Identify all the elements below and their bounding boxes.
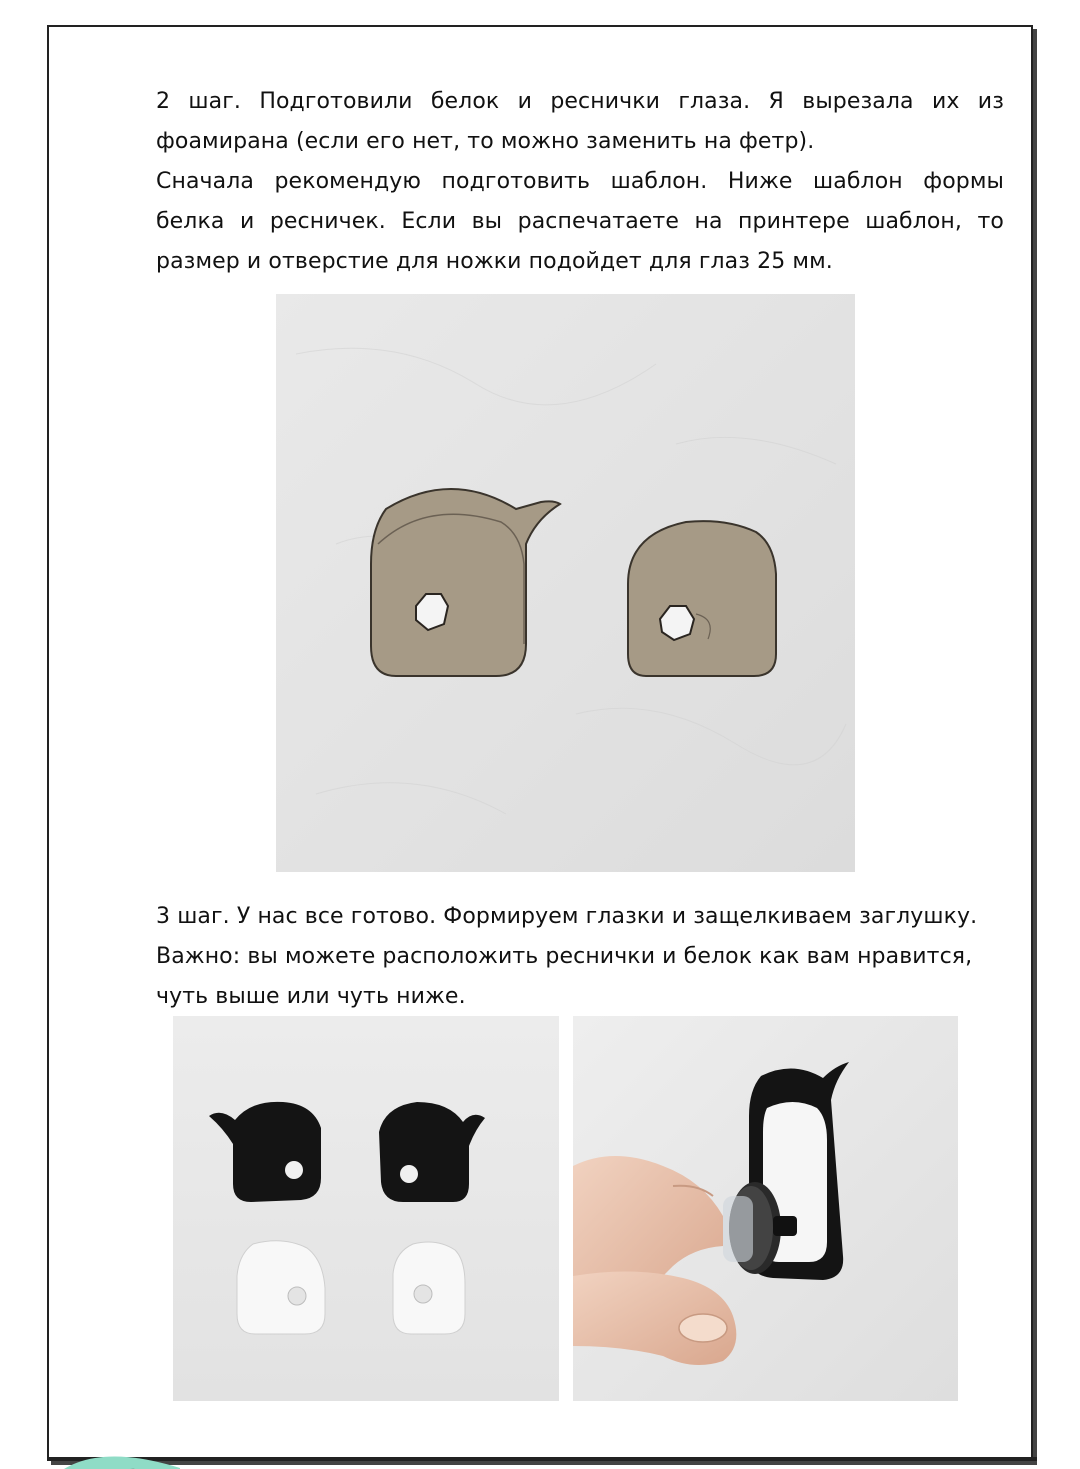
step-2-line-4: белка и ресничек. Если вы распечатаете на принтере шаблон, то — [156, 209, 1004, 234]
step-3-text — [156, 897, 1004, 1017]
step-3-line-3: чуть выше или чуть ниже. — [156, 984, 466, 1009]
page-bottom-border — [47, 1457, 1037, 1461]
corner-decoration — [50, 1440, 180, 1469]
step-3-line-2: Важно: вы можете расположить реснички и белок как вам нравится, — [156, 944, 973, 969]
eye-assembly-in-hand-photo — [573, 1016, 958, 1401]
step-2-line-1: 2 шаг. Подготовили белок и реснички глаза. Я вырезала их из — [156, 89, 1004, 114]
step-3-line-1: 3 шаг. У нас все готово. Формируем глазки и защелкиваем заглушку. — [156, 904, 978, 929]
white-part-left — [237, 1241, 325, 1334]
step-2-line-3: Сначала рекомендую подготовить шаблон. Ниже шаблон формы — [156, 169, 1004, 194]
foam-eye-parts-photo — [173, 1016, 559, 1401]
step-2-text — [156, 82, 1004, 282]
step-2-line-5: размер и отверстие для ножки подойдет для глаз 25 мм. — [156, 249, 833, 274]
cardboard-templates-photo — [276, 294, 855, 872]
cardboard-white-template — [628, 521, 776, 676]
white-part-right — [393, 1242, 465, 1334]
step-2-line-2: фоамирана (если его нет, то можно заменить на фетр). — [156, 129, 815, 154]
